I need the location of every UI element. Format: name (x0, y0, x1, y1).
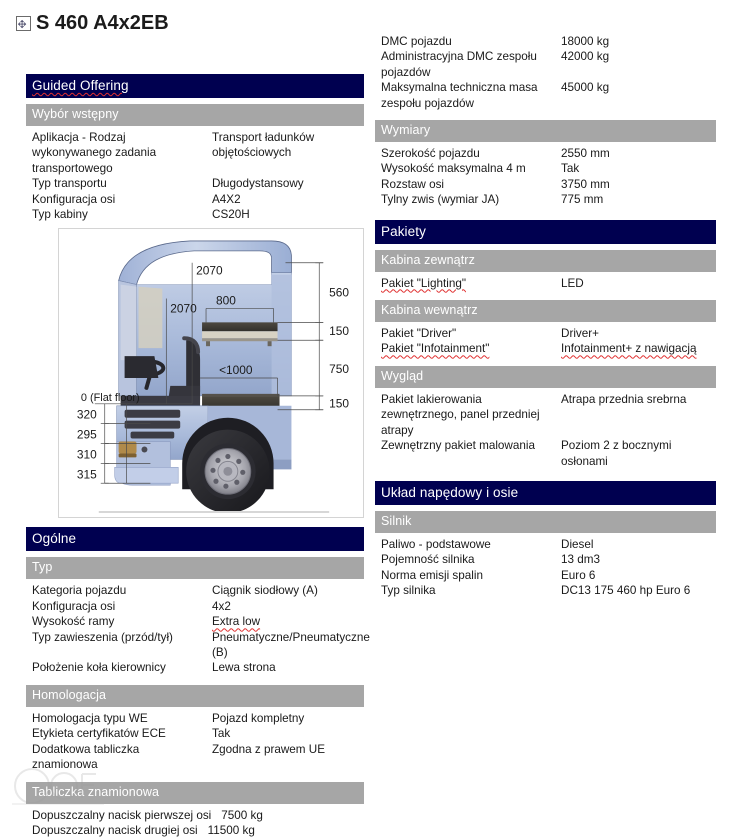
spec-value: Atrapa przednia srebrna (561, 392, 716, 407)
table-row (375, 49, 716, 80)
subsection-header-silnik (375, 511, 716, 533)
spec-key: Etykieta certyfikatów ECE (32, 726, 212, 741)
subsection-header-label: Homologacja (32, 688, 106, 702)
spec-key: Wysokość ramy (32, 614, 212, 629)
spec-key: Rozstaw osi (381, 177, 561, 192)
spec-value: Diesel (561, 537, 716, 552)
spec-value: 3750 mm (561, 177, 716, 192)
table-row (375, 192, 716, 207)
table-row (375, 146, 716, 161)
spec-key: Typ zawieszenia (przód/tył) (32, 630, 212, 645)
spec-value: Pojazd kompletny (212, 711, 364, 726)
spec-key: Dopuszczalny nacisk pierwszej osi (32, 808, 217, 823)
subsection-header-label: Kabina wewnątrz (381, 303, 478, 317)
subsection-header-typ (26, 557, 364, 579)
table-row (375, 568, 716, 583)
table-row (26, 583, 364, 598)
table-row (375, 552, 716, 567)
spec-value: CS20H (212, 207, 364, 222)
spec-value: Extra low (212, 614, 364, 629)
spec-value: Ciągnik siodłowy (A) (212, 583, 364, 598)
dim-label-step-3: 310 (77, 448, 97, 462)
spec-rows-silnik (375, 533, 716, 599)
table-row (26, 176, 364, 191)
dim-label-step-1: 320 (77, 408, 97, 422)
table-row (26, 192, 364, 207)
spec-rows-wymiary (375, 142, 716, 208)
table-row (375, 341, 716, 356)
table-row (375, 34, 716, 49)
page-title: S 460 A4x2EB (36, 13, 169, 33)
spec-key: Konfiguracja osi (32, 192, 212, 207)
spec-key: Typ transportu (32, 176, 212, 191)
spec-value: 45000 kg (561, 80, 716, 95)
dim-label-upper-bunk-thickness: 150 (329, 325, 349, 339)
table-row (26, 726, 364, 741)
table-row (375, 537, 716, 552)
spec-value: Driver+ (561, 326, 716, 341)
subsection-header-label: Wygląd (381, 369, 423, 383)
spec-key: Norma emisji spalin (381, 568, 561, 583)
page-title-bar (16, 13, 169, 33)
move-cross-icon[interactable] (16, 16, 31, 31)
spec-key: Kategoria pojazdu (32, 583, 212, 598)
subsection-header-wymiary (375, 120, 716, 142)
spec-rows-homologacja (26, 707, 364, 773)
table-row (26, 599, 364, 614)
spec-value: Transport ładunków objętościowych (212, 130, 364, 161)
spec-rows-tabliczka-znamionowa (26, 804, 364, 838)
spec-rows-typ (26, 579, 364, 675)
subsection-header-label: Typ (32, 560, 52, 574)
table-row (375, 392, 716, 438)
spec-key: Homologacja typu WE (32, 711, 212, 726)
spec-rows-kabina-zewnatrz (375, 272, 716, 291)
section-header-label: Pakiety (381, 224, 426, 239)
spec-value: 4x2 (212, 599, 364, 614)
table-row (375, 161, 716, 176)
subsection-header-label: Tabliczka znamionowa (32, 785, 159, 799)
spec-key: Typ silnika (381, 583, 561, 598)
spec-key: Szerokość pojazdu (381, 146, 561, 161)
table-row (26, 207, 364, 222)
spec-key: Tylny zwis (wymiar JA) (381, 192, 561, 207)
subsection-header-label: Wybór wstępny (32, 107, 119, 121)
table-row (26, 808, 364, 823)
spec-value: 2550 mm (561, 146, 716, 161)
spec-value: 42000 kg (561, 49, 716, 64)
subsection-header-label: Silnik (381, 514, 411, 528)
truck-cab-side-view-diagram (58, 228, 364, 518)
spec-rows-wyglad (375, 388, 716, 469)
section-header-label: Guided Offering (32, 78, 129, 93)
left-column (26, 74, 364, 838)
right-column (375, 34, 716, 599)
spec-value: Pneumatyczne/Pneumatyczne (B) (212, 630, 370, 661)
spec-key: Pakiet "Driver" (381, 326, 561, 341)
table-row (375, 177, 716, 192)
table-row (375, 326, 716, 341)
dim-label-cab-interior-height-inner: 2070 (170, 302, 197, 316)
spec-key: Dodatkowa tabliczka znamionowa (32, 742, 212, 773)
table-row (375, 438, 716, 469)
table-row (26, 823, 364, 838)
section-header-label: Układ napędowy i osie (381, 485, 518, 500)
subsection-header-tabliczka-znamionowa (26, 782, 364, 804)
subsection-header-kabina-wewnatrz (375, 300, 716, 322)
spec-key: Typ kabiny (32, 207, 212, 222)
dim-label-step-2: 295 (77, 428, 97, 442)
spec-key: Pakiet lakierowania zewnętrznego, panel przedniej atrapy (381, 392, 561, 438)
spec-value: Tak (561, 161, 716, 176)
spec-value: LED (561, 276, 716, 291)
spec-key: Zewnętrzny pakiet malowania (381, 438, 561, 453)
dim-label-step-4: 315 (77, 468, 97, 482)
section-header-label: Ogólne (32, 531, 76, 546)
spec-key: Maksymalna techniczna masa zespołu pojazdów (381, 80, 561, 111)
spec-rows-kabina-wewnatrz (375, 322, 716, 357)
spec-value: 13 dm3 (561, 552, 716, 567)
spec-value: 18000 kg (561, 34, 716, 49)
section-header-uklad-napedowy (375, 481, 716, 505)
subsection-header-wybor-wstepny (26, 104, 364, 126)
section-header-ogolne (26, 527, 364, 551)
spec-key: Położenie koła kierownicy (32, 660, 212, 675)
spec-key: Paliwo - podstawowe (381, 537, 561, 552)
dim-label-cab-interior-height-outer: 2070 (196, 264, 223, 278)
dim-label-floor-datum: 0 (Flat floor) (81, 392, 140, 404)
spec-key: Pojemność silnika (381, 552, 561, 567)
spec-value: 7500 kg (221, 808, 364, 823)
table-row (375, 80, 716, 111)
section-header-pakiety (375, 220, 716, 244)
spec-key: Konfiguracja osi (32, 599, 212, 614)
subsection-header-kabina-zewnatrz (375, 250, 716, 272)
table-row (26, 711, 364, 726)
spec-key: DMC pojazdu (381, 34, 561, 49)
table-row (26, 614, 364, 629)
spec-key: Administracyjna DMC zespołu pojazdów (381, 49, 561, 80)
section-header-guided-offering (26, 74, 364, 98)
subsection-header-label: Wymiary (381, 123, 430, 137)
spec-value: 775 mm (561, 192, 716, 207)
spec-value: Infotainment+ z nawigacją (561, 341, 716, 356)
spec-key: Wysokość maksymalna 4 m (381, 161, 561, 176)
table-row (26, 660, 364, 675)
subsection-header-label: Kabina zewnątrz (381, 253, 475, 267)
spec-rows-masy (375, 34, 716, 111)
spec-value: DC13 175 460 hp Euro 6 (561, 583, 716, 598)
spec-value: Lewa strona (212, 660, 364, 675)
spec-key: Pakiet "Lighting" (381, 276, 561, 291)
spec-value: Poziom 2 z bocznymi osłonami (561, 438, 716, 469)
spec-value: Długodystansowy (212, 176, 364, 191)
dim-label-upper-bunk-to-roof: 560 (329, 286, 349, 300)
spec-value: Zgodna z prawem UE (212, 742, 364, 757)
dim-label-bunk-width: 800 (216, 294, 236, 308)
table-row (26, 130, 364, 176)
table-row (26, 742, 364, 773)
dim-label-lower-bunk-thickness: 150 (329, 397, 349, 411)
spec-value: Tak (212, 726, 364, 741)
spec-key: Pakiet "Infotainment" (381, 341, 561, 356)
spec-key: Aplikacja - Rodzaj wykonywanego zadania transportowego (32, 130, 212, 176)
spec-key: Dopuszczalny nacisk drugiej osi (32, 823, 204, 838)
dim-label-lower-bunk-clearance: <1000 (219, 363, 253, 377)
table-row (375, 276, 716, 291)
table-row (375, 583, 716, 598)
spec-rows-wybor-wstepny (26, 126, 364, 222)
spec-value: Euro 6 (561, 568, 716, 583)
spec-value: 11500 kg (208, 823, 364, 838)
dim-label-bunk-gap: 750 (329, 362, 349, 376)
subsection-header-wyglad (375, 366, 716, 388)
subsection-header-homologacja (26, 685, 364, 707)
spec-value: A4X2 (212, 192, 364, 207)
table-row (26, 630, 364, 661)
